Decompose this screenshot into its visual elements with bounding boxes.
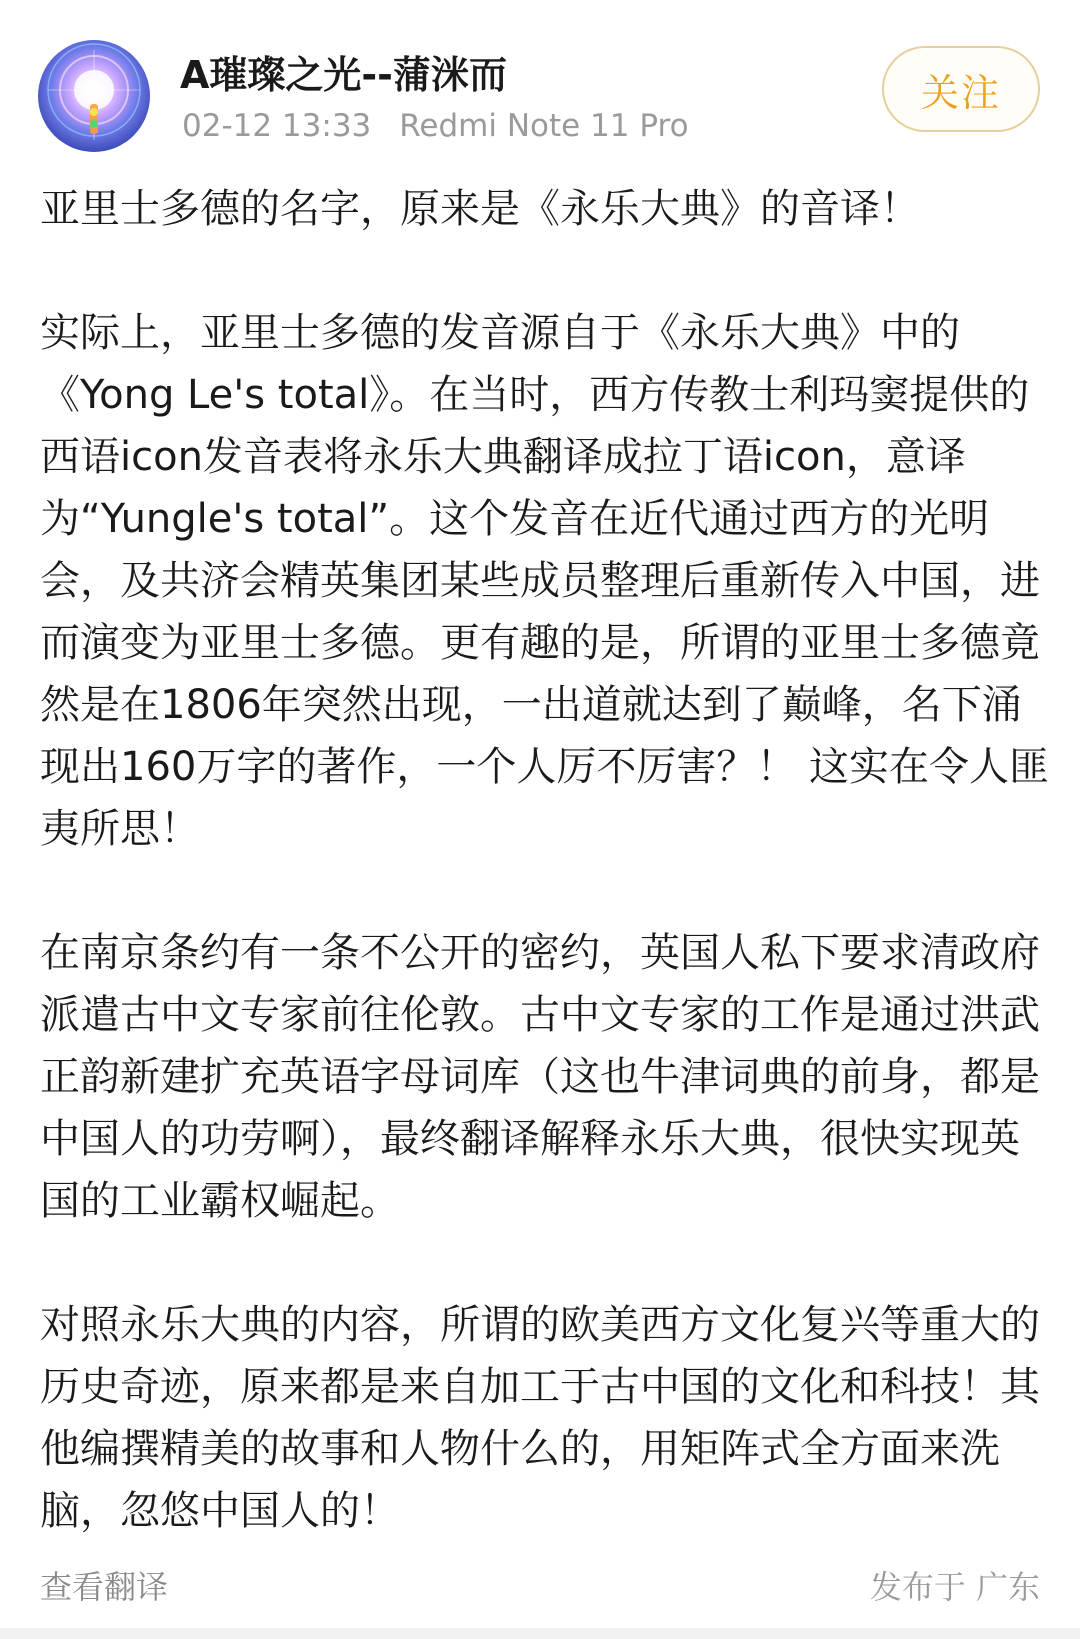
post-paragraph: 对照永乐大典的内容，所谓的欧美西方文化复兴等重大的历史奇迹，原来都是来自加工于古中国的文化和科技！其他编撰精美的故事和人物什么的，用矩阵式全方面来洗脑，忽悠中国人的！: [40, 1302, 1040, 1534]
post-location: 发布于 广东: [869, 1568, 1040, 1606]
follow-button[interactable]: 关注: [882, 46, 1040, 132]
post-paragraph: 实际上，亚里士多德的发音源自于《永乐大典》中的《Yong Le's total》。在当时，西方传教士利玛窦提供的西语icon发音表将永乐大典翻译成拉丁语icon，意译为“Yungle's total”。这个发音在近代通过西方的光明会，及共济会精英集团某些成员整理后重新传入中国，进而演变为亚里士多德。更有趣的是，所谓的亚里士多德竟然是在1806年突然出现，一出道就达到了巅峰，名下涌现出160万字的著作，一个人厉不厉害？！ 这实在令人匪夷所思！: [40, 310, 1050, 852]
user-name[interactable]: A璀璨之光--蒲洣而: [180, 53, 507, 97]
post-meta: [182, 108, 689, 144]
avatar[interactable]: [38, 40, 150, 152]
view-translation-link[interactable]: 查看翻译: [40, 1568, 169, 1606]
avatar-image-icon: [38, 40, 150, 152]
post-paragraph: 亚里士多德的名字，原来是《永乐大典》的音译！: [40, 186, 920, 232]
post-footer: [0, 1562, 1080, 1612]
post-timestamp: 02-12 13:33: [182, 108, 372, 144]
divider: [0, 1628, 1080, 1639]
post-header: [0, 0, 1080, 160]
post-content: [40, 178, 1050, 1542]
post-device: Redmi Note 11 Pro: [399, 108, 689, 144]
post-paragraph: 在南京条约有一条不公开的密约，英国人私下要求清政府派遣古中文专家前往伦敦。古中文专家的工作是通过洪武正韵新建扩充英语字母词库（这也牛津词典的前身，都是中国人的功劳啊），最终翻译解释永乐大典，很快实现英国的工业霸权崛起。: [40, 930, 1040, 1224]
